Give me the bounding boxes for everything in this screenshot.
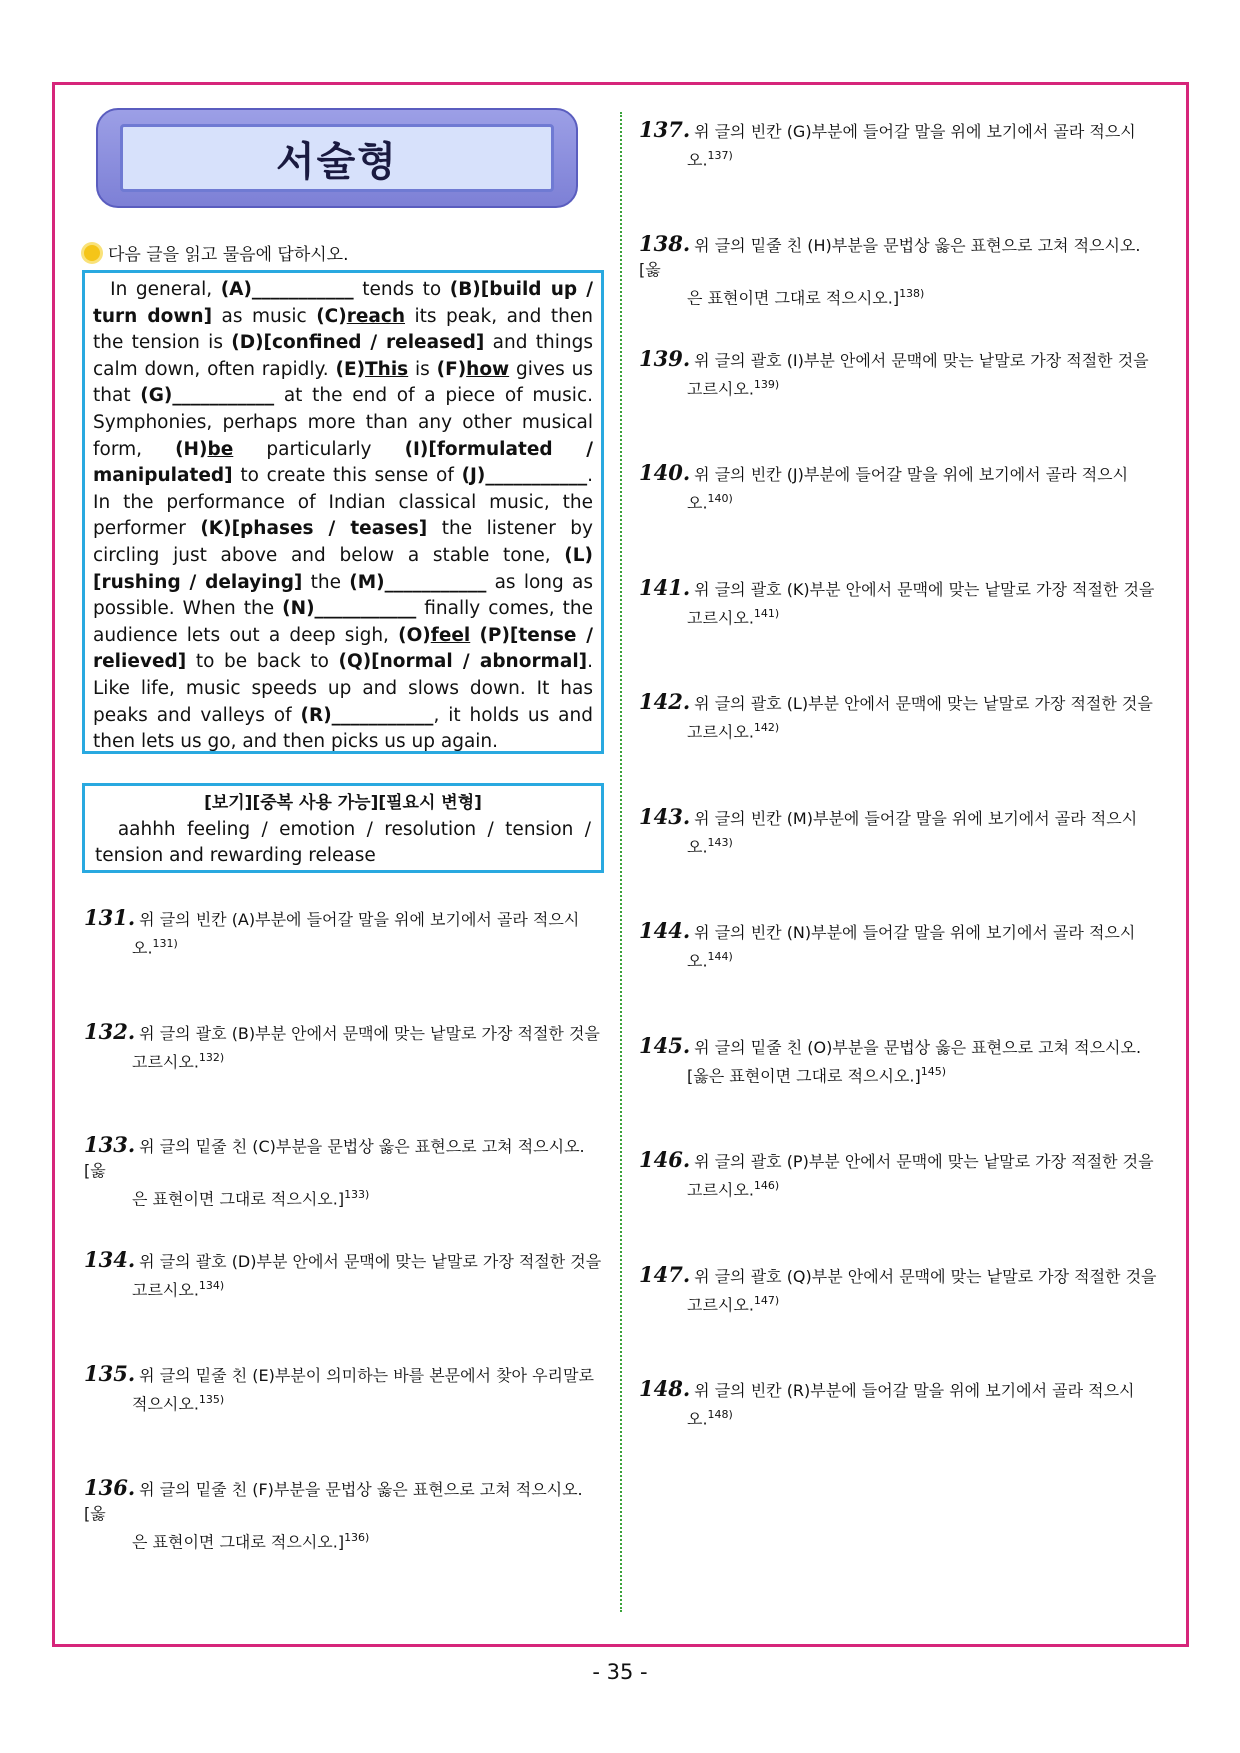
answer-choices-box [82,783,604,873]
question-132 [84,1020,604,1074]
question-text-cont: 고르시오. [132,1280,199,1300]
question-text: 위 글의 괄호 (P)부분 안에서 문맥에 맞는 낱말로 가장 적절한 것을 [694,1152,1154,1171]
question-number: 137. [639,117,691,142]
question-text: 위 글의 빈칸 (G)부분에 들어갈 말을 위에 보기에서 골라 적으시 [694,122,1136,141]
footnote-ref: 140) [707,492,733,505]
question-text: 위 글의 빈칸 (J)부분에 들어갈 말을 위에 보기에서 골라 적으시 [694,465,1129,484]
question-number: 132. [84,1019,136,1044]
question-number: 148. [639,1376,691,1401]
question-text: 위 글의 밑줄 친 (H)부분을 문법상 옳은 표현으로 고쳐 적으시오.[옳 [639,236,1141,279]
question-text-cont: 적으시오. [132,1394,199,1414]
footnote-ref: 134) [198,1279,225,1292]
question-number: 134. [84,1247,136,1272]
footnote-ref: 136) [344,1531,370,1544]
question-text: 위 글의 괄호 (B)부분 안에서 문맥에 맞는 낱말로 가장 적절한 것을 [139,1024,600,1043]
question-text-cont: 오. [132,938,153,958]
question-text: 위 글의 괄호 (L)부분 안에서 문맥에 맞는 낱말로 가장 적절한 것을 [694,694,1153,713]
question-text: 위 글의 밑줄 친 (F)부분을 문법상 옳은 표현으로 고쳐 적으시오.[옳 [84,1480,583,1523]
question-text: 위 글의 밑줄 친 (O)부분을 문법상 옳은 표현으로 고쳐 적으시오. [694,1038,1142,1057]
question-number: 144. [639,918,691,943]
question-text: 위 글의 괄호 (Q)부분 안에서 문맥에 맞는 낱말로 가장 적절한 것을 [694,1267,1157,1286]
footnote-ref: 147) [753,1294,780,1307]
section-header-badge [96,108,578,208]
question-text-cont: 은 표현이면 그대로 적으시오.] [687,288,900,308]
question-139 [639,347,1159,401]
question-148 [639,1377,1159,1431]
question-137 [639,118,1159,172]
question-text-cont: 오. [687,150,708,170]
question-text: 위 글의 괄호 (K)부분 안에서 문맥에 맞는 낱말로 가장 적절한 것을 [694,580,1155,599]
question-133 [84,1133,604,1211]
footnote-ref: 137) [707,149,733,162]
question-number: 143. [639,804,691,829]
footnote-ref: 138) [899,287,925,300]
footnote-ref: 131) [152,937,178,950]
question-text-cont: 오. [687,1409,708,1429]
question-number: 147. [639,1262,691,1287]
question-number: 145. [639,1033,691,1058]
choices-list [95,817,591,870]
question-number: 146. [639,1147,691,1172]
footnote-ref: 146) [753,1179,780,1192]
reading-passage: In general, (A)___________ tends to (B)[build up / turn down] as music (C)reach its peak, and then the tension is (D)[confined / released] and things calm down, often rapidly. (E)This is (F)how gives us that (G)___________ at the end of a piece of music. Symphonies, perhaps more than any other musical form, (H)be particularly (I)[formulated / manipulated] to create this sense of (J)___________. In the performance of Indian classical music, the performer (K)[phases / teases] the listener by circling just above and below a stable tone, (L)[rushing / delaying] the (M)___________ as long as possible. When the (N)___________ finally comes, the audience lets out a deep sigh, (O)feel (P)[tense / relieved] to be back to (Q)[normal / abnormal]. Like life, music speeds up and slows down. It has peaks and valleys of (R)___________, it holds us and then lets us go, and then picks us up again. [82,270,604,754]
question-number: 135. [84,1361,136,1386]
question-text: 위 글의 괄호 (D)부분 안에서 문맥에 맞는 낱말로 가장 적절한 것을 [139,1252,602,1271]
footnote-ref: 148) [707,1408,733,1421]
question-text: 위 글의 빈칸 (R)부분에 들어갈 말을 위에 보기에서 골라 적으시 [694,1381,1135,1400]
question-text-cont: 고르시오. [687,379,754,399]
instruction [84,240,349,265]
footnote-ref: 142) [753,721,780,734]
question-text-cont: 오. [687,493,708,513]
question-number: 141. [639,575,691,600]
question-134 [84,1248,604,1302]
question-144 [639,919,1159,973]
question-136 [84,1476,604,1554]
question-131 [84,906,604,960]
question-138 [639,232,1159,310]
page-number: - 35 - [592,1660,648,1684]
footnote-ref: 143) [707,836,733,849]
question-143 [639,805,1159,859]
section-title: 서술형 [276,138,398,185]
question-number: 131. [84,905,136,930]
question-text-cont: 오. [687,837,708,857]
question-text: 위 글의 밑줄 친 (C)부분을 문법상 옳은 표현으로 고쳐 적으시오.[옳 [84,1137,585,1180]
question-text-cont: 고르시오. [132,1052,199,1072]
footnote-ref: 139) [753,378,780,391]
section-header-inner [120,124,554,192]
question-text-cont: 오. [687,951,708,971]
footnote-ref: 135) [198,1393,225,1406]
question-number: 142. [639,689,691,714]
question-text-cont: 고르시오. [687,1180,754,1200]
choices-title: [보기][중복 사용 가능][필요시 변형] [204,793,482,813]
question-text: 위 글의 빈칸 (N)부분에 들어갈 말을 위에 보기에서 골라 적으시 [694,923,1136,942]
footnote-ref: 144) [707,950,733,963]
footnote-ref: 141) [753,607,780,620]
question-140 [639,461,1159,515]
question-text-cont: [옳은 표현이면 그대로 적으시오.] [687,1066,921,1086]
question-number: 133. [84,1132,136,1157]
instruction-text: 다음 글을 읽고 물음에 답하시오. [108,245,349,265]
flower-icon [84,245,100,261]
question-number: 140. [639,460,691,485]
question-number: 136. [84,1475,136,1500]
footnote-ref: 145) [920,1065,947,1078]
question-text-cont: 은 표현이면 그대로 적으시오.] [132,1532,345,1552]
question-number: 138. [639,231,691,256]
question-text: 위 글의 괄호 (I)부분 안에서 문맥에 맞는 낱말로 가장 적절한 것을 [694,351,1149,370]
question-text: 위 글의 밑줄 친 (E)부분이 의미하는 바를 본문에서 찾아 우리말로 [139,1366,594,1385]
question-text: 위 글의 빈칸 (A)부분에 들어갈 말을 위에 보기에서 골라 적으시 [139,910,580,929]
question-text: 위 글의 빈칸 (M)부분에 들어갈 말을 위에 보기에서 골라 적으시 [694,809,1138,828]
question-147 [639,1263,1159,1317]
question-text-cont: 고르시오. [687,722,754,742]
column-divider [620,112,622,1612]
question-146 [639,1148,1159,1202]
question-text-cont: 은 표현이면 그대로 적으시오.] [132,1189,345,1209]
question-text-cont: 고르시오. [687,608,754,628]
question-141 [639,576,1159,630]
question-text-cont: 고르시오. [687,1295,754,1315]
question-number: 139. [639,346,691,371]
choices-text: aahhh feeling / emotion / resolution / tension / tension and rewarding release [95,818,591,867]
question-135 [84,1362,604,1416]
question-145 [639,1034,1159,1088]
footnote-ref: 133) [344,1188,370,1201]
footnote-ref: 132) [198,1051,225,1064]
question-142 [639,690,1159,744]
